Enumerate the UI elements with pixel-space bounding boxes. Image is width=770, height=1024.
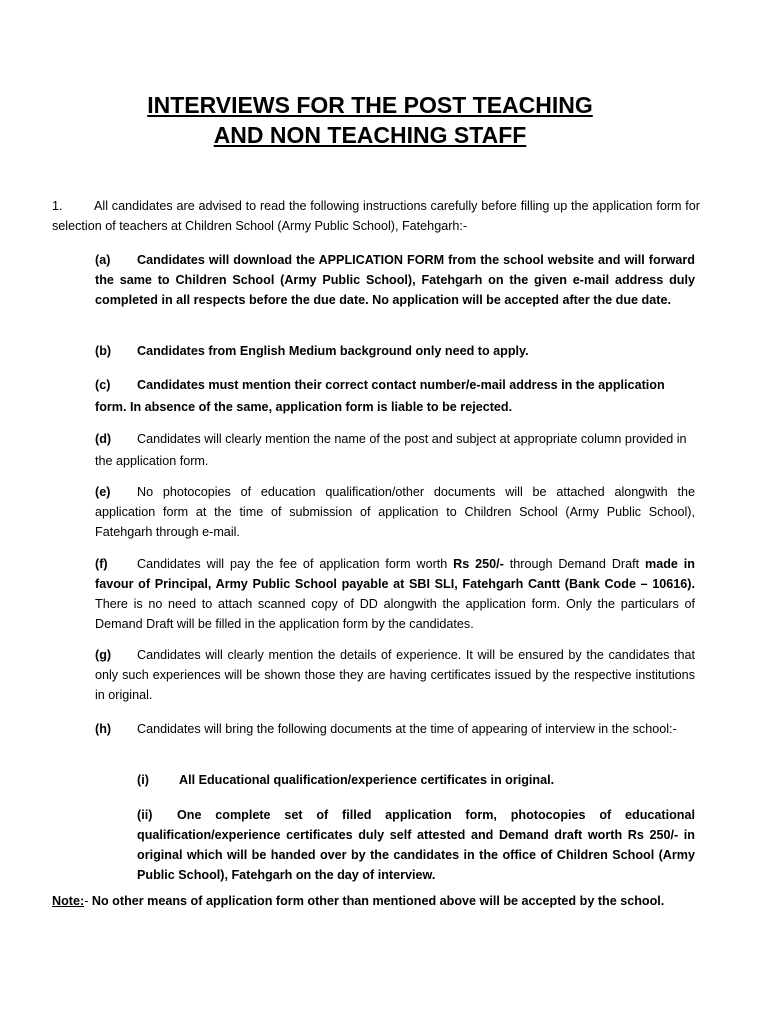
item-d-text: Candidates will clearly mention the name of the post and subject at appropriate column provided in the application form. — [95, 432, 687, 468]
instruction-g — [95, 645, 695, 705]
instruction-b — [95, 341, 695, 361]
item-g-text: Candidates will clearly mention the details of experience. It will be ensured by the candidates that only such experiences will be shown those they are having certificates issued by the respective institutions in original. — [95, 648, 695, 702]
item-f-label: (f) — [95, 557, 108, 571]
instruction-h — [95, 718, 695, 740]
item-d-label: (d) — [95, 432, 112, 446]
subitem-ii — [137, 805, 695, 885]
item-f-text-1: Candidates will pay the fee of application form worth — [137, 557, 454, 571]
item-e-label: (e) — [95, 485, 111, 499]
item-g-label: (g) — [95, 648, 112, 662]
note-text: No other means of application form other than mentioned above will be accepted by the school. — [91, 894, 665, 908]
page-title: INTERVIEWS FOR THE POST TEACHING — [147, 92, 593, 118]
instruction-intro — [52, 196, 700, 236]
instruction-a — [95, 250, 695, 310]
item-a-text: Candidates will download the APPLICATION FORM from the school website and will forward the same to Children School (Army Public School), Fatehgarh on the given e-mail address duly completed in all respects before the due date. No application will be accepted after the due date. — [95, 253, 695, 307]
item-f-payee: made in favour of Principal, Army Public School payable at SBI SLI, Fatehgarh Cantt (Bank Code – 10616). — [95, 557, 695, 591]
item-h-text: Candidates will bring the following documents at the time of appearing of interview in the school:- — [137, 722, 677, 736]
item-b-text: Candidates from English Medium background only need to apply. — [137, 344, 529, 358]
subitem-i — [137, 770, 697, 790]
item-a-label: (a) — [95, 253, 111, 267]
item-f-fee: Rs 250/- — [453, 557, 504, 571]
subitem-ii-label: (ii) — [137, 808, 153, 822]
instruction-f — [95, 554, 695, 634]
subitem-i-label: (i) — [137, 773, 149, 787]
subitem-ii-text: One complete set of filled application form, photocopies of educational qualification/experience certificates duly self attested and Demand draft worth Rs 250/- in original which will be handed over by the candidates in the office of Children School (Army Public School), Fatehgarh on the day of interview. — [137, 808, 695, 882]
note-dash: - — [84, 894, 92, 908]
intro-number: 1. — [52, 199, 63, 213]
instruction-c — [95, 374, 695, 418]
item-h-label: (h) — [95, 722, 112, 736]
item-e-text: No photocopies of education qualification/other documents will be attached alongwith the application form at the time of submission of application to Children School (Army Public School), Fatehgarh through e-mail. — [95, 485, 695, 539]
item-f-text-3: There is no need to attach scanned copy of DD alongwith the application form. Only the particulars of Demand Draft will be filled in the application form by the candidates. — [95, 597, 695, 631]
item-c-text: Candidates must mention their correct contact number/e-mail address in the application form. In absence of the same, application form is liable to be rejected. — [95, 378, 665, 414]
item-f-text-2: through Demand Draft — [503, 557, 645, 571]
item-b-label: (b) — [95, 344, 112, 358]
instruction-e — [95, 482, 695, 542]
instruction-d — [95, 428, 695, 472]
intro-text: All candidates are advised to read the following instructions carefully before filling up the application form for selection of teachers at Children School (Army Public School), Fatehgarh:- — [52, 199, 700, 233]
subitem-i-text: All Educational qualification/experience certificates in original. — [179, 773, 555, 787]
item-c-label: (c) — [95, 378, 111, 392]
note — [52, 892, 704, 910]
page-subtitle: AND NON TEACHING STAFF — [213, 122, 527, 148]
note-label: Note: — [52, 894, 85, 908]
